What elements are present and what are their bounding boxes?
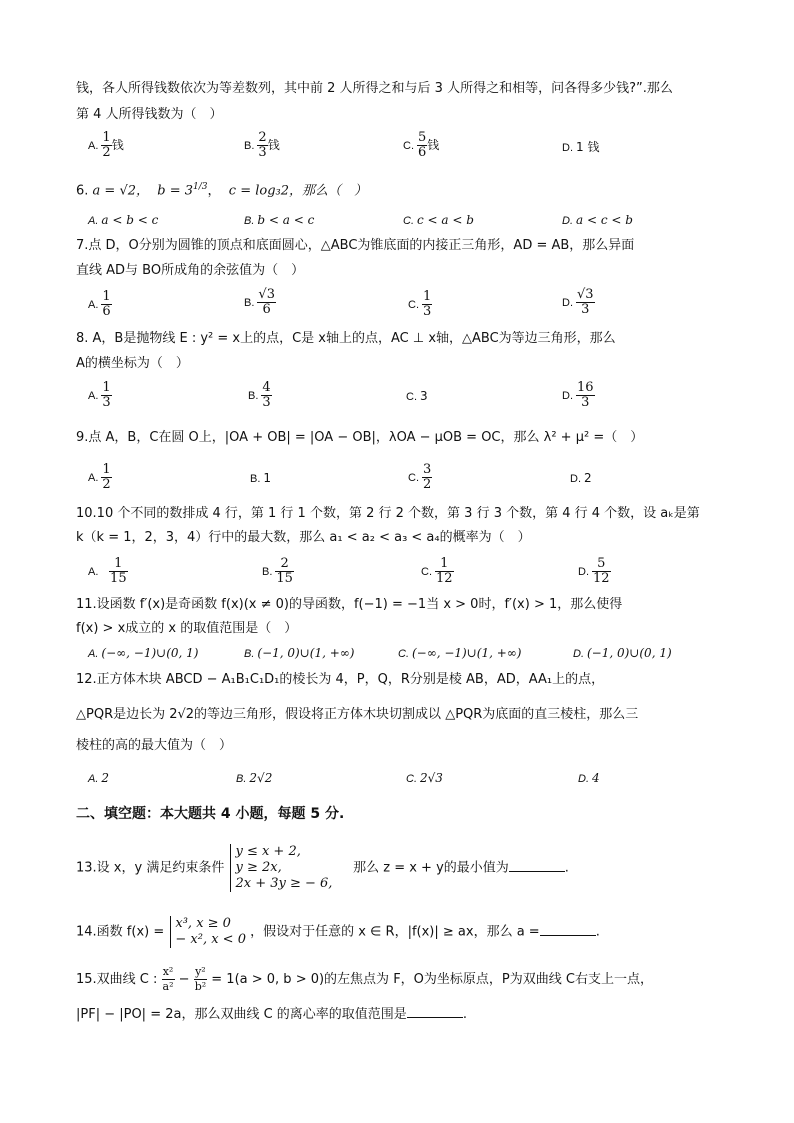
q8-line1: 8. A，B是抛物线 E : y² = x上的点，C是 x轴上的点，AC ⊥ x轴，△ABC为等边三角形，那么 — [76, 331, 616, 346]
q8-option-c[interactable]: C. 3 — [406, 389, 428, 403]
q10-option-c[interactable]: C. $\frac{1}{12}$ — [421, 556, 453, 586]
q11-option-c[interactable]: C. (−∞, −1)∪(1, +∞) — [398, 646, 522, 660]
q8-option-b[interactable]: B. $\frac{4}{3}$ — [248, 380, 271, 410]
q5-line2: 第 4 人所得钱数为（ ） — [76, 107, 223, 122]
q9-line1: 9.点 A，B，C在圆 O上，|OA + OB| = |OA − OB|，λOA − μOB = OC，那么 λ² + μ² =（ ） — [76, 430, 644, 445]
q5-line1: 钱，各人所得钱数依次为等差数列，其中前 2 人所得之和与后 3 人所得之和相等，问各得多少钱?”.那么 — [76, 81, 673, 96]
q7-option-d[interactable]: D. $\frac{√3}{3}$ — [562, 287, 594, 317]
q11-option-d[interactable]: D. (−1, 0)∪(0, 1) — [573, 646, 672, 660]
q13-answer-blank[interactable] — [509, 857, 565, 872]
q8-option-a[interactable]: A. $\frac{1}{3}$ — [88, 380, 111, 410]
q9-option-c[interactable]: C. $\frac{3}{2}$ — [408, 462, 432, 492]
q11-option-b[interactable]: B. (−1, 0)∪(1, +∞) — [244, 646, 355, 660]
q5-option-b[interactable]: B. $\frac{2}{3}$ 钱 — [244, 130, 280, 160]
q12-option-b[interactable]: B. 2√2 — [236, 771, 273, 785]
q11-line1: 11.设函数 f′(x)是奇函数 f(x)(x ≠ 0)的导函数，f(−1) = −1当 x > 0时，f′(x) > 1，那么使得 — [76, 597, 623, 612]
q7-option-a[interactable]: A. $\frac{1}{6}$ — [88, 289, 111, 319]
q12-line2: △PQR是边长为 2√2的等边三角形，假设将正方体木块切割成以 △PQR为底面的直三棱柱，那么三 — [76, 707, 639, 722]
q6-option-c[interactable]: C. c < a < b — [403, 213, 474, 227]
q6-option-a[interactable]: A. a < b < c — [88, 213, 159, 227]
q13-constraint-system: y ≤ x + 2, y ≥ 2x, 2x + 3y ≥ − 6, — [230, 844, 332, 892]
q10-line1: 10.10 个不同的数排成 4 行，第 1 行 1 个数，第 2 行 2 个数，第 3 行 3 个数，第 4 行 4 个数，设 aₖ是第 — [76, 506, 700, 521]
q12-option-a[interactable]: A. 2 — [88, 771, 110, 785]
q7-line2: 直线 AD与 BO所成角的余弦值为（ ） — [76, 263, 305, 278]
q8-option-d[interactable]: D. $\frac{16}{3}$ — [562, 380, 594, 410]
q7-option-b[interactable]: B. $\frac{√3}{6}$ — [244, 287, 275, 317]
q14-stem: 14.函数 f(x) = x³, x ≥ 0 − x², x < 0 ，假设对于任意的 x ∈ R，|f(x)| ≥ ax，那么 a = . — [76, 916, 600, 947]
q8-line2: A的横坐标为（ ） — [76, 356, 189, 371]
q5-option-d[interactable]: D. 1 钱 — [562, 140, 600, 154]
q10-option-a[interactable]: A. $\frac{1}{15}$ — [88, 556, 127, 586]
section-heading-fill-in: 二、填空题：本大题共 4 小题，每题 5 分. — [76, 806, 345, 822]
q10-option-b[interactable]: B. $\frac{2}{15}$ — [262, 556, 293, 586]
q9-option-b[interactable]: B. 1 — [250, 471, 272, 485]
q6-stem: 6. a = √2， $b = 3^{1/3}$， c = log₃2，那么（ ） — [76, 182, 368, 199]
q12-line1: 12.正方体木块 ABCD − A₁B₁C₁D₁的棱长为 4，P，Q，R分别是棱 AB，AD，AA₁上的点， — [76, 672, 605, 687]
q13-stem: 13.设 x，y 满足约束条件 y ≤ x + 2, y ≥ 2x, 2x + 3y ≥ − 6, 那么 z = x + y的最小值为 . — [76, 844, 569, 891]
q11-option-a[interactable]: A. (−∞, −1)∪(0, 1) — [88, 646, 199, 660]
q12-line3: 棱柱的高的最大值为（ ） — [76, 738, 233, 753]
q11-line2: f(x) > x成立的 x 的取值范围是（ ） — [76, 621, 298, 636]
q14-answer-blank[interactable] — [540, 921, 596, 936]
q7-line1: 7.点 D，O分别为圆锥的顶点和底面圆心，△ABC为锥底面的内接正三角形，AD = AB，那么异面 — [76, 238, 635, 253]
q9-option-d[interactable]: D. 2 — [570, 471, 592, 485]
q9-option-a[interactable]: A. $\frac{1}{2}$ — [88, 462, 111, 492]
q12-option-d[interactable]: D. 4 — [578, 771, 600, 785]
q15-line1: 15.双曲线 C : $\frac{\text{x²}}{\text{a²}}$ − $\frac{\text{y²}}{\text{b²}}$ = 1(a > 0, b > 0)的左焦点为 F，O为坐标原点，P为双曲线 C右支上一点， — [76, 965, 653, 993]
q15-answer-blank[interactable] — [407, 1003, 463, 1018]
q5-option-a[interactable]: A. $\frac{1}{2}$ 钱 — [88, 130, 124, 160]
q15-line2: |PF| − |PO| = 2a，那么双曲线 C 的离心率的取值范围是 . — [76, 1003, 467, 1024]
q5-option-c[interactable]: C. $\frac{5}{6}$ 钱 — [403, 130, 440, 160]
q6-option-b[interactable]: B. b < a < c — [244, 213, 315, 227]
q14-piecewise: x³, x ≥ 0 − x², x < 0 — [170, 916, 246, 948]
q7-option-c[interactable]: C. $\frac{1}{3}$ — [408, 289, 432, 319]
q6-option-d[interactable]: D. a < c < b — [562, 213, 633, 227]
q12-option-c[interactable]: C. 2√3 — [406, 771, 443, 785]
q10-option-d[interactable]: D. $\frac{5}{12}$ — [578, 556, 610, 586]
q10-line2: k（k = 1，2，3，4）行中的最大数，那么 a₁ < a₂ < a₃ < a₄的概率为（ ） — [76, 530, 531, 545]
